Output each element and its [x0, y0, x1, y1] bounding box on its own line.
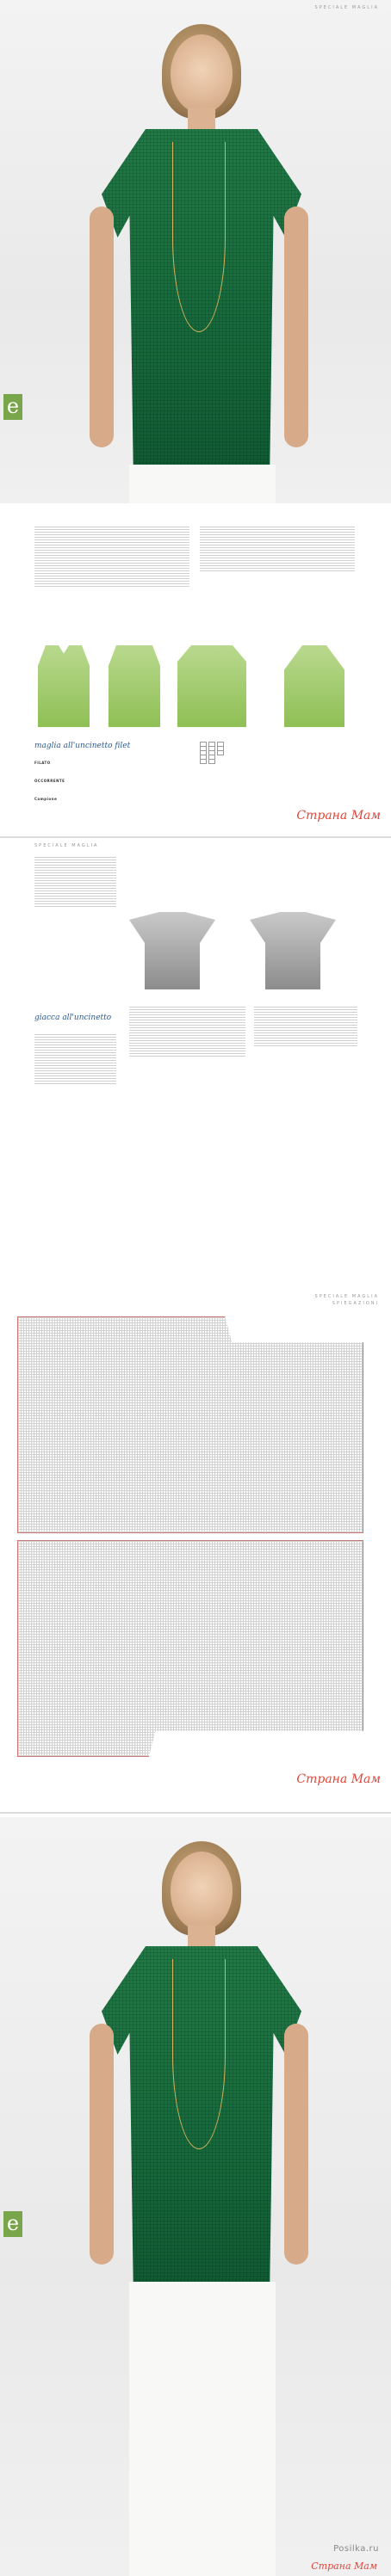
text-col-d — [254, 1005, 357, 1048]
section-badge: e — [3, 394, 22, 420]
legend-box — [200, 742, 355, 802]
footer-watermark: Страна Мам — [311, 2561, 377, 2572]
pattern-page-2 — [0, 841, 391, 1289]
title-1: maglia all'uncinetto filet — [34, 742, 131, 750]
page-divider — [0, 836, 391, 838]
filet-chart-bottom — [17, 1540, 363, 1757]
model-face — [171, 34, 233, 114]
page-divider-2 — [0, 1812, 391, 1814]
text-col-b — [34, 1032, 116, 1086]
model-arm-left — [90, 2024, 114, 2265]
spiegazioni-label: SPIEGAZIONI — [332, 1301, 379, 1306]
text-col-c — [129, 1005, 245, 1058]
necklace — [172, 1959, 226, 2149]
model-arm-right — [284, 2024, 308, 2265]
watermark-1: Страна Мам — [296, 809, 381, 823]
pattern-page-3 — [0, 1291, 391, 1807]
schema-body — [177, 645, 246, 727]
model-arm-left — [90, 206, 114, 447]
filato-label: FILATO — [34, 761, 51, 765]
pattern-page-1 — [0, 516, 391, 835]
white-trousers — [129, 465, 276, 503]
page-header-left: SPECIALE MAGLIA — [34, 843, 99, 848]
white-trousers — [129, 2282, 276, 2576]
title-2: giacca all'uncinetto — [34, 1014, 112, 1022]
section-badge: e — [3, 2211, 22, 2237]
necklace — [172, 142, 226, 332]
model-face — [171, 1852, 233, 1931]
hero-photo-2 — [0, 1817, 391, 2576]
occorrente-label: OCCORRENTE — [34, 779, 65, 783]
text-column-left — [34, 525, 189, 589]
top-brand: SPECIALE MAGLIA — [314, 5, 379, 10]
page-header-right: SPECIALE MAGLIA — [314, 1294, 379, 1299]
footer-brand[interactable]: Posilka.ru — [333, 2544, 379, 2554]
schema-back — [109, 645, 160, 727]
schema-sleeve — [284, 645, 344, 727]
legend-row — [200, 759, 355, 763]
text-col-a — [34, 855, 116, 909]
campione-label: Campione — [34, 797, 58, 801]
schema-front — [38, 645, 90, 727]
watermark-2: Страна Мам — [296, 1772, 381, 1786]
model-arm-right — [284, 206, 308, 447]
text-column-right — [200, 525, 355, 573]
schema-jacket-front — [129, 912, 215, 989]
filet-chart-top — [17, 1316, 363, 1533]
hero-photo — [0, 0, 391, 503]
schema-jacket-back — [250, 912, 336, 989]
